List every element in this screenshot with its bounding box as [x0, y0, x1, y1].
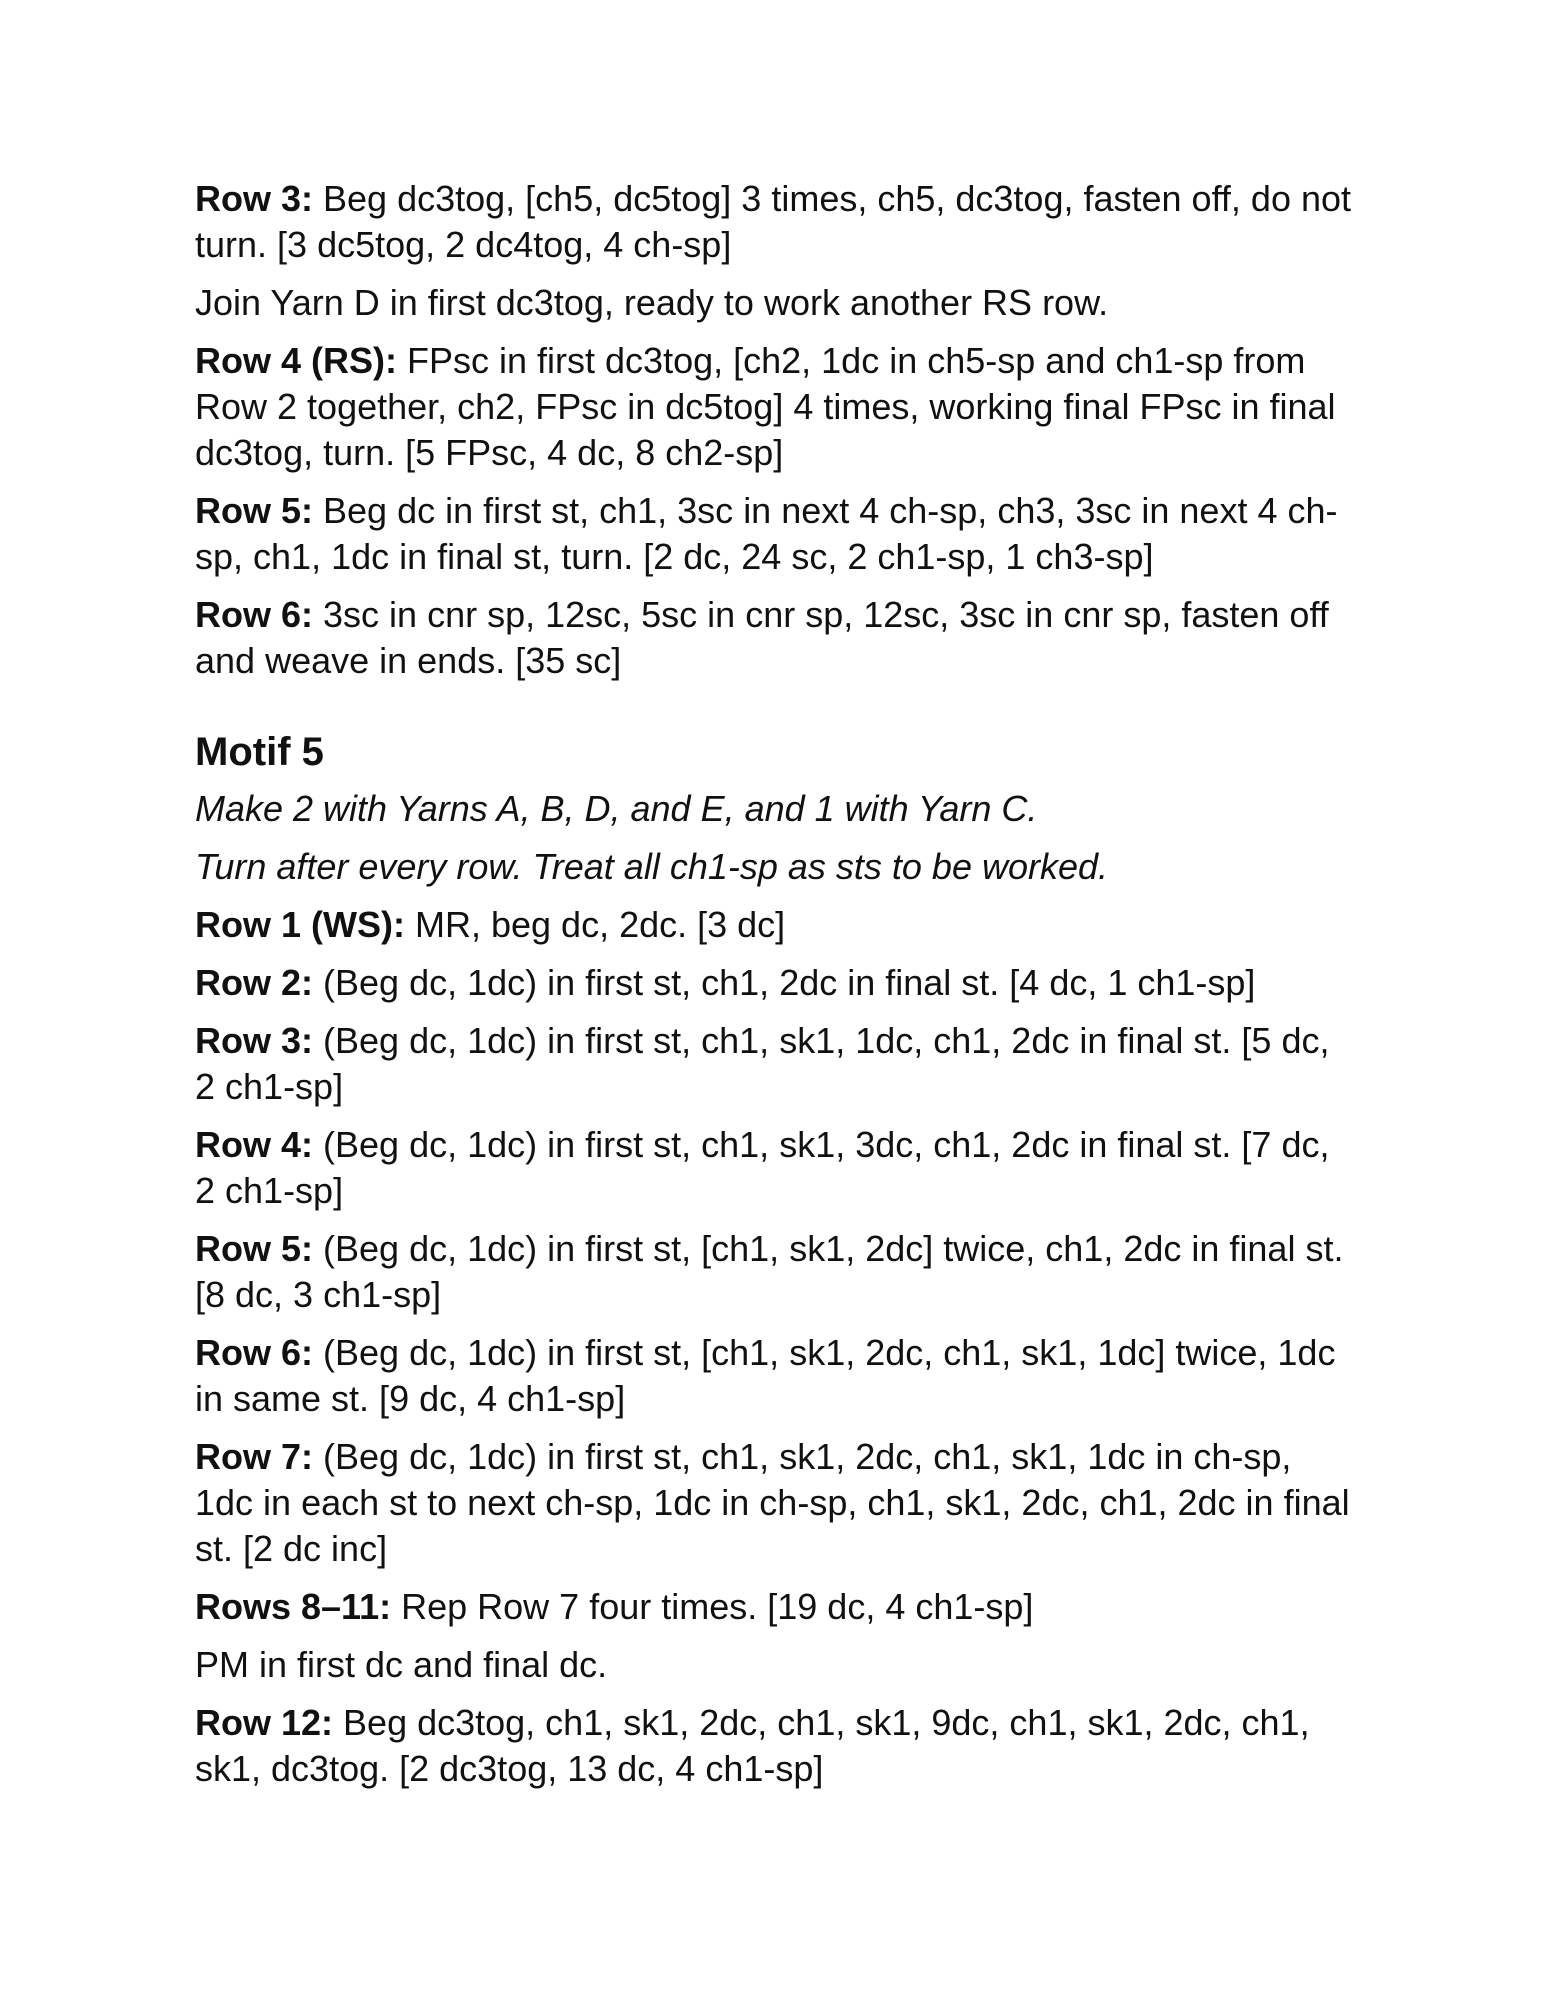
pattern-page [195, 176, 1355, 1804]
row-label: Row 5: [195, 1228, 314, 1269]
motif-row-6 [195, 1330, 1355, 1422]
row-text: Rep Row 7 four times. [19 dc, 4 ch1-sp] [391, 1586, 1034, 1627]
row-label: Row 6: [195, 594, 314, 635]
place-marker-instruction [195, 1642, 1355, 1688]
motif-row-1 [195, 902, 1355, 948]
row-text: Beg dc in first st, ch1, 3sc in next 4 ch-sp, ch3, 3sc in next 4 ch-sp, ch1, 1dc in final st, turn. [2 dc, 24 sc, 2 ch1-sp, 1 ch3-sp] [195, 490, 1338, 577]
row-3-instruction [195, 176, 1355, 268]
row-text: (Beg dc, 1dc) in first st, ch1, sk1, 2dc, ch1, sk1, 1dc in ch-sp, 1dc in each st to next ch-sp, 1dc in ch-sp, ch1, sk1, 2dc, ch1, 2dc in final st. [2 dc inc] [195, 1436, 1350, 1569]
motif-note-turn: Turn after every row. Treat all ch1-sp as sts to be worked. [195, 846, 1109, 887]
join-yarn-instruction [195, 280, 1355, 326]
row-label: Rows 8–11: [195, 1586, 392, 1627]
motif-row-3 [195, 1018, 1355, 1110]
motif-row-5 [195, 1226, 1355, 1318]
row-text: (Beg dc, 1dc) in first st, ch1, 2dc in final st. [4 dc, 1 ch1-sp] [313, 962, 1256, 1003]
row-label: Row 3: [195, 1020, 314, 1061]
row-label: Row 5: [195, 490, 314, 531]
row-text: 3sc in cnr sp, 12sc, 5sc in cnr sp, 12sc, 3sc in cnr sp, fasten off and weave in ends. [35 sc] [195, 594, 1329, 681]
row-text: (Beg dc, 1dc) in first st, ch1, sk1, 3dc, ch1, 2dc in final st. [7 dc, 2 ch1-sp] [195, 1124, 1330, 1211]
row-text: (Beg dc, 1dc) in first st, [ch1, sk1, 2dc] twice, ch1, 2dc in final st. [8 dc, 3 ch1-sp] [195, 1228, 1344, 1315]
row-label: Row 12: [195, 1702, 334, 1743]
row-text: Beg dc3tog, ch1, sk1, 2dc, ch1, sk1, 9dc, ch1, sk1, 2dc, ch1, sk1, dc3tog. [2 dc3tog, 13 dc, 4 ch1-sp] [195, 1702, 1310, 1789]
row-label: Row 6: [195, 1332, 314, 1373]
row-4-instruction [195, 338, 1355, 476]
motif-row-2 [195, 960, 1355, 1006]
motif-row-4 [195, 1122, 1355, 1214]
motif-row-12 [195, 1700, 1355, 1792]
row-label: Row 7: [195, 1436, 314, 1477]
row-label: Row 1 (WS): [195, 904, 405, 945]
motif-5-heading: Motif 5 [195, 730, 324, 774]
row-text: (Beg dc, 1dc) in first st, [ch1, sk1, 2dc, ch1, sk1, 1dc] twice, 1dc in same st. [9 dc, 4 ch1-sp] [195, 1332, 1336, 1419]
motif-note-yarns: Make 2 with Yarns A, B, D, and E, and 1 with Yarn C. [195, 788, 1038, 829]
row-label: Row 4 (RS): [195, 340, 397, 381]
row-label: Row 4: [195, 1124, 314, 1165]
row-text: MR, beg dc, 2dc. [3 dc] [404, 904, 786, 945]
row-text: Beg dc3tog, [ch5, dc5tog] 3 times, ch5, dc3tog, fasten off, do not turn. [3 dc5tog, 2 dc4tog, 4 ch-sp] [195, 178, 1352, 265]
row-label: Row 2: [195, 962, 314, 1003]
row-text: PM in first dc and final dc. [195, 1644, 608, 1685]
motif-rows-8-11 [195, 1584, 1355, 1630]
row-6-instruction [195, 592, 1355, 684]
row-text: (Beg dc, 1dc) in first st, ch1, sk1, 1dc, ch1, 2dc in final st. [5 dc, 2 ch1-sp] [195, 1020, 1330, 1107]
row-text: Join Yarn D in first dc3tog, ready to work another RS row. [195, 282, 1109, 323]
row-5-instruction [195, 488, 1355, 580]
row-text: FPsc in first dc3tog, [ch2, 1dc in ch5-sp and ch1-sp from Row 2 together, ch2, FPsc in dc5tog] 4 times, working final FPsc in final dc3tog, turn. [5 FPsc, 4 dc, 8 ch2-sp] [195, 340, 1336, 473]
row-label: Row 3: [195, 178, 314, 219]
motif-row-7 [195, 1434, 1355, 1572]
